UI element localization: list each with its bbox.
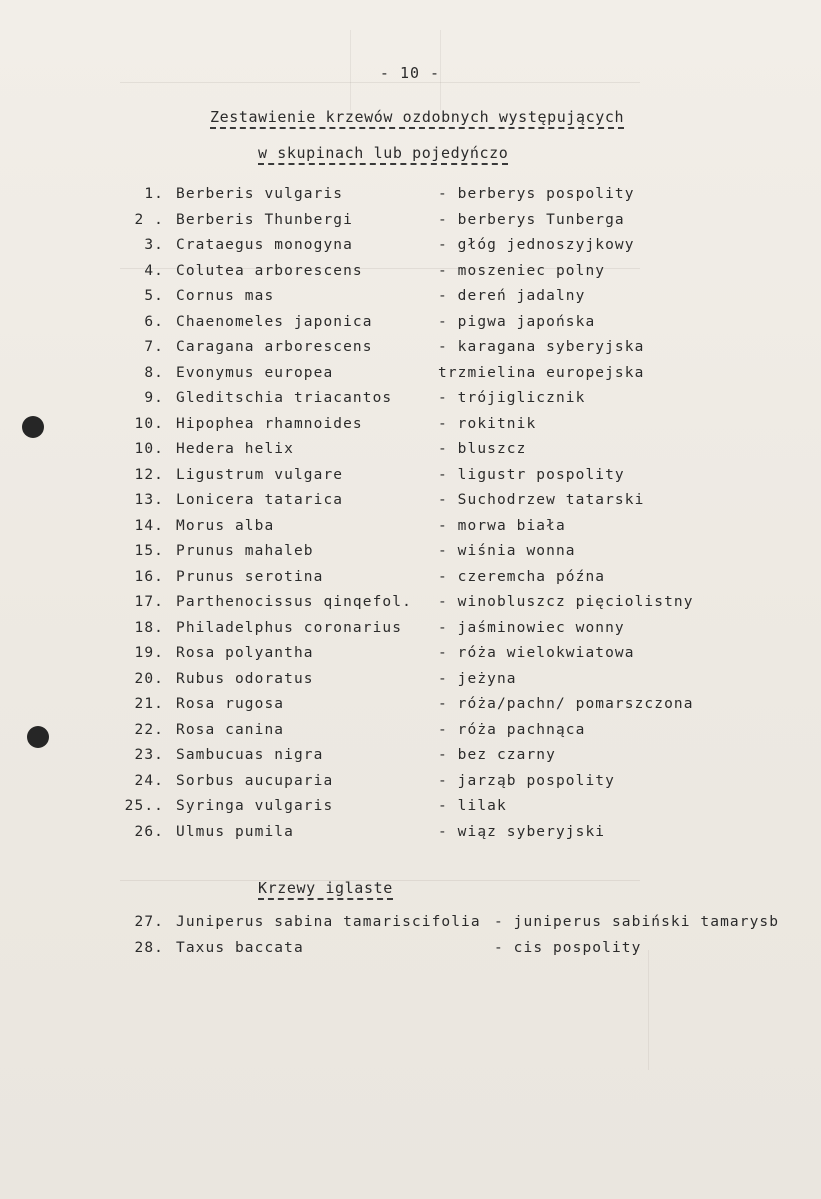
polish-name: - juniperus sabiński tamarysb (494, 914, 780, 930)
list-item (0, 416, 821, 441)
polish-name: - berberys Tunberga (438, 211, 625, 228)
latin-name: Colutea arborescens (176, 262, 363, 279)
list-item (0, 824, 821, 849)
list-item (0, 314, 821, 339)
polish-name: - dereń jadalny (438, 288, 586, 304)
latin-name: Berberis vulgaris (176, 186, 344, 202)
list-item (0, 339, 821, 364)
conifers-heading: Krzewy iglaste (258, 879, 393, 900)
latin-name: Lonicera tatarica (176, 492, 344, 508)
latin-name: Crataegus monogyna (176, 237, 353, 253)
item-number: 1. (144, 186, 164, 202)
latin-name: Prunus mahaleb (176, 543, 314, 559)
polish-name: - głóg jednoszyjkowy (438, 237, 635, 253)
latin-name: Juniperus sabina tamariscifolia (176, 914, 481, 930)
list-item (0, 518, 821, 543)
polish-name: - lilak (438, 798, 507, 814)
polish-name: - jeżyna (438, 670, 517, 687)
latin-name: Cornus mas (176, 288, 275, 304)
item-number: 10. (134, 415, 164, 432)
item-number: 18. (134, 619, 164, 636)
polish-name: - wiąz syberyjski (438, 823, 606, 840)
item-number: 23. (134, 747, 164, 763)
item-number: 3. (144, 237, 164, 253)
latin-name: Ulmus pumila (176, 823, 294, 840)
list-item (0, 645, 821, 670)
list-item (0, 798, 821, 823)
list-item (0, 594, 821, 619)
polish-name: - karagana syberyjska (438, 339, 645, 355)
latin-name: Rosa polyantha (176, 645, 314, 661)
latin-name: Taxus baccata (176, 940, 304, 956)
list-item (0, 212, 821, 237)
latin-name: Rosa rugosa (176, 696, 285, 712)
item-number: 10. (134, 441, 164, 457)
list-item (0, 696, 821, 721)
item-number: 12. (134, 466, 164, 483)
polish-name: - bez czarny (438, 747, 556, 763)
list-item (0, 543, 821, 568)
polish-name: - ligustr pospolity (438, 466, 625, 483)
item-number: 27. (134, 914, 164, 930)
item-number: 26. (134, 823, 164, 840)
polish-name: - jarząb pospolity (438, 772, 615, 789)
polish-name: - róża pachnąca (438, 721, 586, 738)
polish-name: - winobluszcz pięciolistny (438, 594, 694, 610)
item-number: 19. (134, 645, 164, 661)
list-item (0, 441, 821, 466)
paper-fold-line (120, 82, 640, 83)
item-number: 6. (144, 313, 164, 330)
polish-name: - wiśnia wonna (438, 543, 576, 559)
item-number: 9. (144, 390, 164, 406)
list-item (0, 671, 821, 696)
paper-fold-line (648, 950, 649, 1070)
latin-name: Rosa canina (176, 721, 285, 738)
item-number: 5. (144, 288, 164, 304)
latin-name: Ligustrum vulgare (176, 466, 344, 483)
latin-name: Evonymus europea (176, 364, 334, 381)
item-number: 15. (134, 543, 164, 559)
polish-name: - moszeniec polny (438, 262, 606, 279)
latin-name: Hipophea rhamnoides (176, 415, 363, 432)
list-item (0, 569, 821, 594)
list-item (0, 186, 821, 211)
polish-name: - rokitnik (438, 415, 537, 432)
latin-name: Philadelphus coronarius (176, 619, 403, 636)
list-item (0, 237, 821, 262)
polish-name: - róża/pachn/ pomarszczona (438, 696, 694, 712)
list-item (0, 940, 821, 965)
page-number: - 10 - (379, 64, 441, 82)
polish-name: - Suchodrzew tatarski (438, 492, 645, 508)
item-number: 7. (144, 339, 164, 355)
latin-name: Syringa vulgaris (176, 798, 334, 814)
polish-name: - róża wielokwiatowa (438, 645, 635, 661)
polish-name: - morwa biała (438, 517, 566, 534)
list-item (0, 747, 821, 772)
polish-name: - bluszcz (438, 441, 527, 457)
latin-name: Morus alba (176, 517, 275, 534)
list-item (0, 914, 821, 939)
document-subtitle: w skupinach lub pojedyńczo (258, 144, 508, 165)
item-number: 4. (144, 262, 164, 279)
polish-name: - trójiglicznik (438, 390, 586, 406)
list-item (0, 492, 821, 517)
item-number: 21. (134, 696, 164, 712)
list-item (0, 365, 821, 390)
list-item (0, 263, 821, 288)
latin-name: Prunus serotina (176, 568, 324, 585)
polish-name: trzmielina europejska (438, 364, 645, 381)
latin-name: Berberis Thunbergi (176, 211, 353, 228)
latin-name: Hedera helix (176, 441, 294, 457)
polish-name: - czeremcha późna (438, 568, 606, 585)
item-number: 24. (134, 772, 164, 789)
latin-name: Rubus odoratus (176, 670, 314, 687)
item-number: 17. (134, 594, 164, 610)
item-number: 20. (134, 670, 164, 687)
latin-name: Caragana arborescens (176, 339, 373, 355)
latin-name: Parthenocissus qinqefol. (176, 594, 412, 610)
list-item (0, 722, 821, 747)
latin-name: Gleditschia triacantos (176, 390, 393, 406)
polish-name: - berberys pospolity (438, 186, 635, 202)
item-number: 22. (134, 721, 164, 738)
item-number: 16. (134, 568, 164, 585)
item-number: 14. (134, 517, 164, 534)
latin-name: Sorbus aucuparia (176, 772, 334, 789)
item-number: 2 . (134, 211, 164, 228)
item-number: 25.. (124, 798, 164, 814)
item-number: 28. (134, 940, 164, 956)
polish-name: - cis pospolity (494, 940, 642, 956)
list-item (0, 620, 821, 645)
polish-name: - jaśminowiec wonny (438, 619, 625, 636)
item-number: 8. (144, 364, 164, 381)
list-item (0, 467, 821, 492)
item-number: 13. (134, 492, 164, 508)
list-item (0, 773, 821, 798)
latin-name: Chaenomeles japonica (176, 313, 373, 330)
latin-name: Sambucuas nigra (176, 747, 324, 763)
list-item (0, 288, 821, 313)
list-item (0, 390, 821, 415)
polish-name: - pigwa japońska (438, 313, 596, 330)
paper-fold-line (350, 30, 351, 110)
document-title: Zestawienie krzewów ozdobnych występujących (210, 108, 624, 129)
